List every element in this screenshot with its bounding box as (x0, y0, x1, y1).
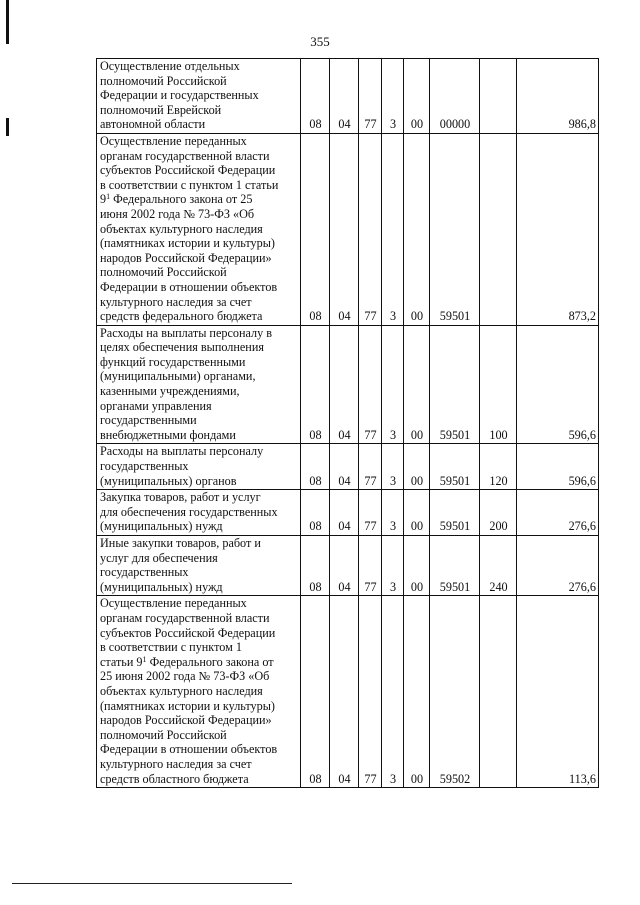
amount: 113,6 (517, 596, 599, 788)
scan-edge-mark-middle (6, 118, 9, 136)
row-description (97, 596, 301, 788)
amount: 276,6 (517, 536, 599, 596)
expense-type-code: 100 (480, 325, 517, 444)
expense-type-code (480, 133, 517, 325)
subprogram-code: 3 (382, 133, 404, 325)
subsection-code: 04 (330, 444, 359, 490)
event-code: 00 (404, 596, 430, 788)
program-code: 77 (359, 490, 382, 536)
superscript-mark: 1 (142, 654, 147, 664)
section-code: 08 (301, 444, 330, 490)
section-code: 08 (301, 59, 330, 134)
subprogram-code: 3 (382, 596, 404, 788)
subprogram-code: 3 (382, 536, 404, 596)
description-text: Осуществление переданных органам государственной власти субъектов Российской Федерации в соответствии с пунктом 1 статьи 9 (100, 133, 279, 207)
row-description: Осуществление отдельных полномочий Российской Федерации и государственных полномочий Еврейской автономной области (97, 59, 301, 134)
expense-type-code: 240 (480, 536, 517, 596)
subprogram-code: 3 (382, 490, 404, 536)
expense-type-code (480, 596, 517, 788)
subsection-code: 04 (330, 536, 359, 596)
description-text: Осуществление переданных органам государственной власти субъектов Российской Федерации в соответствии с пунктом 1 статьи 9 (100, 596, 276, 669)
amount: 873,2 (517, 133, 599, 325)
description-text: Федерального закона от 25 июня 2002 года № 73-ФЗ «Об объектах культурного наследия (памятниках истории и культуры) народов Российской Федерации» полномочий Российской Федерации в отношении объектов культурного наследия за счет средств областного бюджета (100, 654, 278, 786)
direction-code: 00000 (430, 59, 480, 134)
subsection-code: 04 (330, 325, 359, 444)
program-code: 77 (359, 444, 382, 490)
table-row (97, 596, 599, 788)
table-row (97, 444, 599, 490)
section-code: 08 (301, 325, 330, 444)
subsection-code: 04 (330, 59, 359, 134)
superscript-mark: 1 (106, 192, 111, 202)
direction-code: 59501 (430, 536, 480, 596)
program-code: 77 (359, 325, 382, 444)
subsection-code: 04 (330, 596, 359, 788)
event-code: 00 (404, 490, 430, 536)
subprogram-code: 3 (382, 59, 404, 134)
description-text: Федерального закона от 25 июня 2002 года № 73-ФЗ «Об объектах культурного наследия (памятниках истории и культуры) народов Российской Федерации» полномочий Российской Федерации в отношении объектов культурного наследия за счет средств федерального бюджета (100, 192, 278, 324)
expense-type-code (480, 59, 517, 134)
row-description: Иные закупки товаров, работ и услуг для обеспечения государственных (муниципальных) нужд (97, 536, 301, 596)
event-code: 00 (404, 59, 430, 134)
expense-type-code: 120 (480, 444, 517, 490)
direction-code: 59501 (430, 133, 480, 325)
table-row (97, 325, 599, 444)
subsection-code: 04 (330, 490, 359, 536)
direction-code: 59502 (430, 596, 480, 788)
row-description: Закупка товаров, работ и услуг для обеспечения государственных (муниципальных) нужд (97, 490, 301, 536)
section-code: 08 (301, 536, 330, 596)
table-row (97, 133, 599, 325)
subprogram-code: 3 (382, 444, 404, 490)
direction-code: 59501 (430, 325, 480, 444)
event-code: 00 (404, 444, 430, 490)
program-code: 77 (359, 596, 382, 788)
subsection-code: 04 (330, 133, 359, 325)
footer-rule (12, 883, 292, 884)
amount: 596,6 (517, 444, 599, 490)
amount: 596,6 (517, 325, 599, 444)
table-row (97, 490, 599, 536)
program-code: 77 (359, 133, 382, 325)
program-code: 77 (359, 536, 382, 596)
section-code: 08 (301, 133, 330, 325)
section-code: 08 (301, 490, 330, 536)
program-code: 77 (359, 59, 382, 134)
table-row (97, 59, 599, 134)
event-code: 00 (404, 325, 430, 444)
direction-code: 59501 (430, 490, 480, 536)
table-row (97, 536, 599, 596)
row-description (97, 133, 301, 325)
expense-type-code: 200 (480, 490, 517, 536)
budget-table (96, 58, 599, 788)
event-code: 00 (404, 133, 430, 325)
row-description: Расходы на выплаты персоналу государственных (муниципальных) органов (97, 444, 301, 490)
row-description: Расходы на выплаты персоналу в целях обеспечения выполнения функций государственными (муниципальными) органами, казенными учреждениями, органами управления государственными внебюджетными фондами (97, 325, 301, 444)
page-number: 355 (310, 34, 330, 49)
event-code: 00 (404, 536, 430, 596)
section-code: 08 (301, 596, 330, 788)
amount: 276,6 (517, 490, 599, 536)
subprogram-code: 3 (382, 325, 404, 444)
direction-code: 59501 (430, 444, 480, 490)
amount: 986,8 (517, 59, 599, 134)
